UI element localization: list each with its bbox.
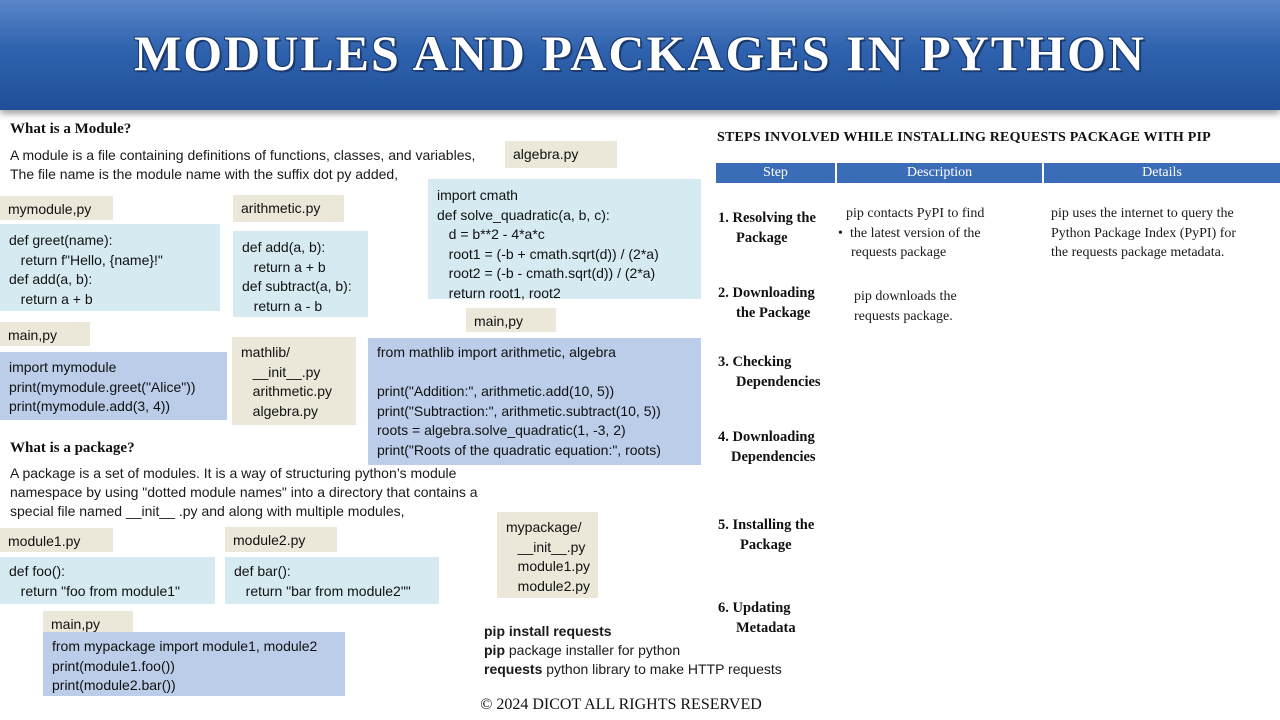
module-heading: What is a Module?: [10, 121, 132, 137]
details-line: the requests package metadata.: [1051, 245, 1225, 260]
code-line: return a - b: [242, 297, 323, 314]
mypackage-directory-tree: [497, 512, 598, 598]
pip-note-line: [484, 641, 814, 660]
code-line: print(mymodule.greet("Alice")): [9, 378, 196, 395]
code-line: def add(a, b):: [242, 239, 326, 255]
module2-file-label: module2.py: [225, 527, 337, 552]
column-header-description: Description: [837, 163, 1042, 183]
code-line: import mymodule: [9, 359, 117, 375]
package-para-line: special file named __init__ .py and along with multiple modules,: [10, 503, 405, 519]
code-line: return f"Hello, {name}!": [9, 251, 163, 268]
description-line: [838, 224, 1038, 244]
package-para-line: namespace by using "dotted module names" into a directory that contains a: [10, 484, 478, 500]
code-line: print("Roots of the quadratic equation:", roots): [377, 441, 661, 458]
step-name-line: Metadata: [736, 619, 796, 636]
step-name-downloading-dependencies: [718, 428, 816, 467]
tree-line: mathlib/: [241, 344, 291, 360]
step-name-line: Package: [736, 229, 788, 246]
page-title: MODULES AND PACKAGES IN PYTHON: [134, 25, 1146, 81]
code-line: from mypackage import module1, module2: [52, 638, 318, 654]
algebra-file-label: algebra.py: [505, 141, 617, 168]
step-name-line: Dependencies: [736, 373, 821, 390]
step-name-line: 2. Downloading: [718, 285, 815, 301]
code-line: def foo():: [9, 563, 66, 579]
code-line: print(module1.foo()): [52, 657, 175, 674]
code-line: [377, 363, 692, 383]
main-mathlib-code-block: [368, 338, 701, 465]
code-line: def solve_quadratic(a, b, c):: [437, 206, 610, 223]
details-line: pip uses the internet to query the: [1051, 206, 1234, 221]
main-file-label: main,py: [0, 322, 90, 346]
arithmetic-file-label: arithmetic.py: [233, 195, 344, 222]
step-name-checking-dependencies: [718, 353, 821, 392]
mathlib-directory-tree: [232, 337, 356, 425]
code-line: import cmath: [437, 187, 518, 203]
package-heading: What is a package?: [10, 440, 135, 456]
tree-line: __init__.py: [241, 363, 321, 380]
description-text: the latest version of the: [850, 225, 981, 241]
step-name-line: the Package: [736, 304, 811, 321]
step-name-line: Package: [740, 536, 792, 553]
code-line: root1 = (-b + cmath.sqrt(d)) / (2*a): [437, 245, 659, 262]
code-line: def add(a, b):: [9, 271, 93, 287]
step-description-resolving: [838, 204, 1038, 263]
code-line: return "bar from module2"": [234, 582, 411, 599]
step-description-downloading-package: [854, 287, 1034, 326]
description-line: requests package: [851, 245, 947, 260]
tree-line: __init__.py: [506, 538, 586, 555]
mymodule-file-label: mymodule,py: [0, 196, 113, 220]
code-line: print(module2.bar()): [52, 677, 176, 693]
steps-heading: STEPS INVOLVED WHILE INSTALLING REQUESTS PACKAGE WITH PIP: [717, 130, 1211, 145]
code-line: return a + b: [242, 258, 326, 275]
code-line: print("Addition:", arithmetic.add(10, 5)): [377, 383, 615, 399]
step-name-line: 4. Downloading: [718, 429, 815, 445]
tree-line: module2.py: [506, 577, 591, 594]
step-name-line: Dependencies: [731, 448, 816, 465]
code-line: root2 = (-b - cmath.sqrt(d)) / (2*a): [437, 265, 656, 281]
arithmetic-code-block: [233, 231, 368, 317]
step-details-resolving: [1051, 204, 1279, 263]
description-line: pip downloads the: [854, 289, 957, 304]
algebra-code-block: [428, 179, 701, 299]
tree-line: module1.py: [506, 558, 591, 574]
requests-term: requests: [484, 661, 543, 677]
code-line: print("Subtraction:", arithmetic.subtract(10, 5)): [377, 402, 661, 419]
step-name-line: 6. Updating: [718, 600, 791, 616]
code-line: return a + b: [9, 290, 93, 307]
module-para-line: A module is a file containing definitions of functions, classes, and variables,: [10, 147, 476, 163]
code-line: return root1, root2: [437, 284, 561, 301]
description-line: requests package.: [854, 308, 953, 324]
module1-code-block: [0, 557, 215, 604]
tree-line: algebra.py: [241, 402, 319, 419]
step-name-updating-metadata: [718, 599, 796, 638]
step-name-line: 5. Installing the: [718, 517, 815, 533]
package-paragraph: [10, 464, 510, 521]
column-header-details: Details: [1044, 163, 1280, 183]
requests-definition: python library to make HTTP requests: [542, 661, 782, 677]
step-name-line: 3. Checking: [718, 354, 792, 370]
requests-note-line: [484, 660, 814, 679]
column-header-step: Step: [716, 163, 835, 183]
tree-line: mypackage/: [506, 519, 582, 535]
module-para-line: The file name is the module name with the suffix dot py added,: [10, 166, 399, 182]
bullet-icon: •: [838, 225, 843, 241]
code-line: d = b**2 - 4*a*c: [437, 226, 545, 242]
step-name-downloading-package: [718, 284, 815, 323]
code-line: from mathlib import arithmetic, algebra: [377, 344, 616, 360]
module2-code-block: [225, 557, 439, 604]
code-line: roots = algebra.solve_quadratic(1, -3, 2): [377, 422, 626, 438]
step-name-line: 1. Resolving the: [718, 210, 816, 226]
description-line: pip contacts PyPI to find: [846, 206, 985, 221]
code-line: print(mymodule.add(3, 4)): [9, 398, 171, 414]
step-name-installing-package: [718, 516, 814, 555]
copyright-footer: © 2024 DICOT ALL RIGHTS RESERVED: [480, 696, 762, 713]
tree-line: arithmetic.py: [241, 383, 333, 399]
details-line: Python Package Index (PyPI) for: [1051, 225, 1237, 241]
title-banner: [0, 0, 1280, 110]
main-file-label: main,py: [43, 611, 133, 634]
pip-definition: package installer for python: [505, 642, 681, 658]
pip-install-command: pip install requests: [484, 623, 612, 639]
pip-term: pip: [484, 642, 505, 658]
package-para-line: A package is a set of modules. It is a way of structuring python’s module: [10, 465, 457, 481]
step-name-resolving: [718, 209, 816, 248]
code-line: def subtract(a, b):: [242, 278, 352, 294]
code-line: def greet(name):: [9, 232, 113, 248]
main-mymodule-code-block: [0, 352, 227, 420]
code-line: def bar():: [234, 563, 291, 579]
main-file-label: main,py: [466, 308, 556, 332]
mymodule-code-block: [0, 224, 220, 311]
main-mypackage-code-block: [43, 632, 345, 696]
module1-file-label: module1.py: [0, 528, 113, 552]
code-line: return "foo from module1": [9, 582, 181, 599]
